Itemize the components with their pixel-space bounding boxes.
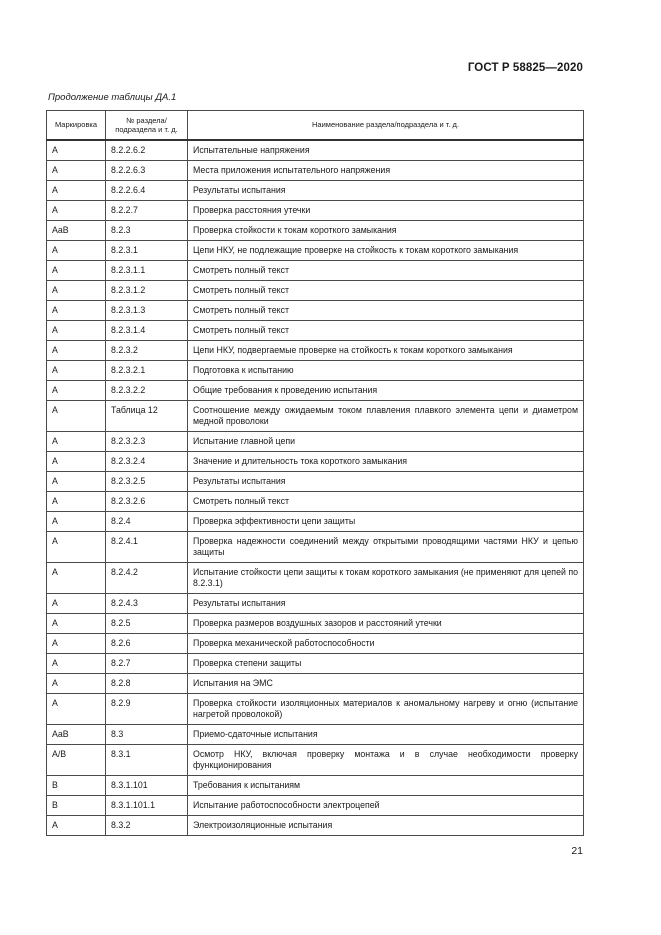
marking-cell: A	[47, 654, 106, 674]
section-number-cell: 8.2.3.1.2	[106, 281, 188, 301]
marking-cell: A	[47, 261, 106, 281]
section-name-cell: Подготовка к испытанию	[188, 361, 584, 381]
section-number-cell: 8.2.4.3	[106, 594, 188, 614]
column-header-section-number: № раздела/подраздела и т. д.	[106, 111, 188, 141]
table-row	[47, 452, 584, 472]
section-number-cell: 8.2.3.2.3	[106, 432, 188, 452]
table-row	[47, 745, 584, 776]
section-name-cell: Проверка размеров воздушных зазоров и расстояний утечки	[188, 614, 584, 634]
marking-cell: A	[47, 532, 106, 563]
section-number-cell: 8.2.3	[106, 221, 188, 241]
section-name-cell: Места приложения испытательного напряжения	[188, 161, 584, 181]
section-name-cell: Цепи НКУ, подвергаемые проверке на стойкость к токам короткого замыкания	[188, 341, 584, 361]
table-row	[47, 221, 584, 241]
section-number-cell: 8.3.1.101	[106, 776, 188, 796]
section-name-cell: Смотреть полный текст	[188, 492, 584, 512]
section-name-cell: Испытание главной цепи	[188, 432, 584, 452]
section-number-cell: Таблица 12	[106, 401, 188, 432]
section-number-cell: 8.2.4	[106, 512, 188, 532]
section-name-cell: Значение и длительность тока короткого замыкания	[188, 452, 584, 472]
table-row	[47, 492, 584, 512]
section-name-cell: Соотношение между ожидаемым током плавления плавкого элемента цепи и диаметром медной проволоки	[188, 401, 584, 432]
marking-cell: AaB	[47, 221, 106, 241]
marking-cell: A	[47, 594, 106, 614]
marking-cell: A	[47, 381, 106, 401]
marking-cell: A	[47, 472, 106, 492]
marking-cell: A	[47, 321, 106, 341]
table-row	[47, 261, 584, 281]
table-row	[47, 614, 584, 634]
table-row	[47, 654, 584, 674]
section-name-cell: Испытание стойкости цепи защиты к токам короткого замыкания (не применяют для цепей по 8.2.3.1)	[188, 563, 584, 594]
section-number-cell: 8.2.3.1.3	[106, 301, 188, 321]
section-name-cell: Электроизоляционные испытания	[188, 816, 584, 836]
marking-cell: A	[47, 816, 106, 836]
section-number-cell: 8.2.5	[106, 614, 188, 634]
section-number-cell: 8.2.2.6.4	[106, 181, 188, 201]
section-number-cell: 8.2.2.6.2	[106, 140, 188, 161]
section-number-cell: 8.2.9	[106, 694, 188, 725]
marking-cell: B	[47, 796, 106, 816]
section-number-cell: 8.2.3.2.1	[106, 361, 188, 381]
table-row	[47, 634, 584, 654]
section-number-cell: 8.2.3.2.2	[106, 381, 188, 401]
section-name-cell: Результаты испытания	[188, 472, 584, 492]
table-row	[47, 401, 584, 432]
table-row	[47, 816, 584, 836]
marking-cell: AaB	[47, 725, 106, 745]
section-number-cell: 8.2.3.1.4	[106, 321, 188, 341]
marking-cell: A	[47, 181, 106, 201]
section-number-cell: 8.2.3.2	[106, 341, 188, 361]
section-number-cell: 8.3	[106, 725, 188, 745]
table-row	[47, 594, 584, 614]
table-row	[47, 725, 584, 745]
section-name-cell: Смотреть полный текст	[188, 261, 584, 281]
section-number-cell: 8.2.8	[106, 674, 188, 694]
table-caption: Продолжение таблицы ДА.1	[48, 92, 177, 103]
section-name-cell: Испытания на ЭМС	[188, 674, 584, 694]
section-number-cell: 8.2.2.6.3	[106, 161, 188, 181]
column-header-marking: Маркировка	[47, 111, 106, 141]
table-row	[47, 694, 584, 725]
marking-cell: A	[47, 614, 106, 634]
section-name-cell: Результаты испытания	[188, 181, 584, 201]
section-name-cell: Общие требования к проведению испытания	[188, 381, 584, 401]
section-name-cell: Проверка эффективности цепи защиты	[188, 512, 584, 532]
section-number-cell: 8.2.3.1.1	[106, 261, 188, 281]
section-number-cell: 8.3.1	[106, 745, 188, 776]
section-number-cell: 8.2.3.2.4	[106, 452, 188, 472]
section-name-cell: Проверка стойкости к токам короткого замыкания	[188, 221, 584, 241]
section-number-cell: 8.2.7	[106, 654, 188, 674]
marking-cell: A	[47, 361, 106, 381]
table-row	[47, 161, 584, 181]
table-row	[47, 674, 584, 694]
marking-cell: A	[47, 341, 106, 361]
table-row	[47, 381, 584, 401]
marking-cell: A	[47, 140, 106, 161]
table-row	[47, 341, 584, 361]
sections-table	[46, 110, 584, 836]
marking-cell: A	[47, 301, 106, 321]
marking-cell: A	[47, 492, 106, 512]
table-row	[47, 563, 584, 594]
column-header-section-name: Наименование раздела/подраздела и т. д.	[188, 111, 584, 141]
table-body	[47, 140, 584, 836]
section-name-cell: Проверка расстояния утечки	[188, 201, 584, 221]
marking-cell: A/B	[47, 745, 106, 776]
table-row	[47, 796, 584, 816]
table-row	[47, 432, 584, 452]
section-name-cell: Смотреть полный текст	[188, 281, 584, 301]
section-name-cell: Приемо-сдаточные испытания	[188, 725, 584, 745]
section-number-cell: 8.2.3.2.6	[106, 492, 188, 512]
section-name-cell: Проверка степени защиты	[188, 654, 584, 674]
table-row	[47, 321, 584, 341]
table-row	[47, 472, 584, 492]
marking-cell: A	[47, 512, 106, 532]
section-name-cell: Проверка надежности соединений между открытыми проводящими частями НКУ и цепью защиты	[188, 532, 584, 563]
section-name-cell: Испытательные напряжения	[188, 140, 584, 161]
marking-cell: A	[47, 432, 106, 452]
section-name-cell: Смотреть полный текст	[188, 301, 584, 321]
table-row	[47, 301, 584, 321]
section-number-cell: 8.2.3.1	[106, 241, 188, 261]
marking-cell: A	[47, 452, 106, 472]
marking-cell: A	[47, 281, 106, 301]
marking-cell: A	[47, 634, 106, 654]
section-number-cell: 8.2.4.2	[106, 563, 188, 594]
table-row	[47, 241, 584, 261]
marking-cell: A	[47, 563, 106, 594]
section-name-cell: Цепи НКУ, не подлежащие проверке на стойкость к токам короткого замыкания	[188, 241, 584, 261]
marking-cell: A	[47, 241, 106, 261]
section-number-cell: 8.3.2	[106, 816, 188, 836]
table-row	[47, 776, 584, 796]
section-name-cell: Смотреть полный текст	[188, 321, 584, 341]
section-number-cell: 8.3.1.101.1	[106, 796, 188, 816]
section-name-cell: Результаты испытания	[188, 594, 584, 614]
marking-cell: A	[47, 401, 106, 432]
marking-cell: A	[47, 161, 106, 181]
marking-cell: A	[47, 694, 106, 725]
section-name-cell: Осмотр НКУ, включая проверку монтажа и в случае необходимости проверку функционирования	[188, 745, 584, 776]
table-row	[47, 181, 584, 201]
marking-cell: A	[47, 674, 106, 694]
section-number-cell: 8.2.4.1	[106, 532, 188, 563]
section-number-cell: 8.2.2.7	[106, 201, 188, 221]
section-name-cell: Испытание работоспособности электроцепей	[188, 796, 584, 816]
table-row	[47, 140, 584, 161]
section-number-cell: 8.2.3.2.5	[106, 472, 188, 492]
standard-identifier: ГОСТ Р 58825—2020	[467, 62, 583, 74]
table-row	[47, 361, 584, 381]
table-row	[47, 532, 584, 563]
marking-cell: A	[47, 201, 106, 221]
table-header-row	[47, 111, 584, 141]
marking-cell: B	[47, 776, 106, 796]
table-row	[47, 512, 584, 532]
table-row	[47, 201, 584, 221]
section-name-cell: Проверка стойкости изоляционных материалов к аномальному нагреву и огню (испытание нагретой проволокой)	[188, 694, 584, 725]
table-row	[47, 281, 584, 301]
page-number: 21	[571, 845, 583, 857]
section-name-cell: Проверка механической работоспособности	[188, 634, 584, 654]
section-name-cell: Требования к испытаниям	[188, 776, 584, 796]
section-number-cell: 8.2.6	[106, 634, 188, 654]
